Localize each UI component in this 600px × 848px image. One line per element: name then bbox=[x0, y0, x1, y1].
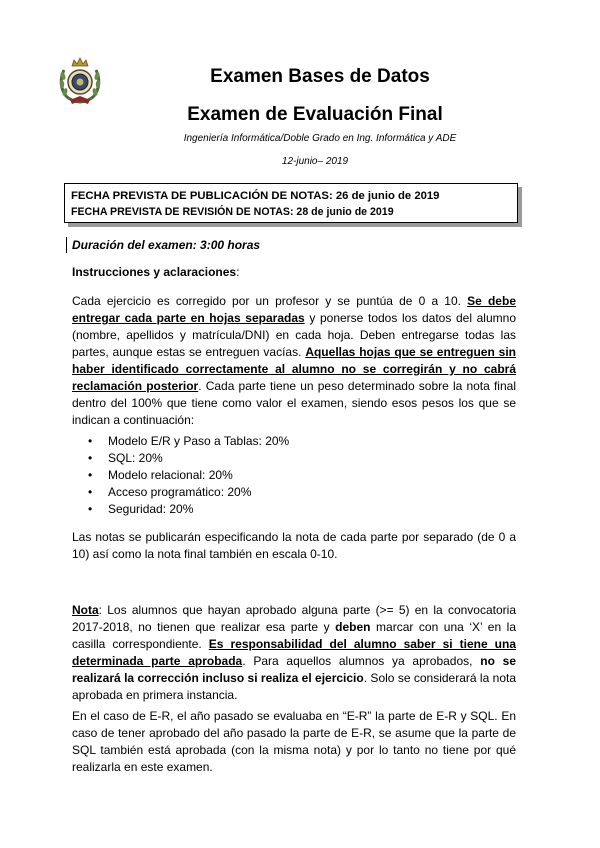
revision-date: FECHA PREVISTA DE REVISIÓN DE NOTAS: 28 de junio de 2019 bbox=[71, 206, 394, 218]
degree-text: Ingeniería Informática/Doble Grado en Ing. Informática y ADE bbox=[183, 133, 457, 144]
emphasis-text: Es responsabilidad del alumno saber si tiene una determinada parte aprobada bbox=[72, 637, 516, 668]
weights-list bbox=[88, 433, 289, 518]
grades-paragraph: Las notas se publicarán especificando la nota de cada parte por separado (de 0 a 10) así como la nota final también en escala 0-10. bbox=[72, 530, 516, 561]
list-item: • Modelo relacional: 20% bbox=[88, 467, 289, 484]
note-paragraph bbox=[72, 602, 516, 704]
exam-subtitle-title: Examen de Evaluación Final bbox=[187, 104, 443, 125]
er-paragraph: En el caso de E-R, el año pasado se evaluaba en “E-R” la parte de E-R y SQL. En caso de tener aprobado del año pasado la parte de E-R, se asume que la parte de SQL también está aprobada (con la misma nota) y por lo tanto no tiene por qué realizarla en este examen. bbox=[72, 709, 516, 774]
emphasis-text: Aquellas hojas que se entreguen sin haber identificado correctamente al alumno no se corregirán y no cabrá reclamación posterior bbox=[72, 345, 516, 393]
text-span: y ponerse todos los datos del alumno (nombre, apellidos y matrícula/DNI) en cada hoja. Deben entregarse todas las partes, aunque estas se entreguen vacías. bbox=[72, 311, 516, 359]
instructions-heading-text: Instrucciones y aclaraciones bbox=[72, 265, 237, 279]
emphasis-text: Se debe entregar cada parte en hojas separadas bbox=[72, 294, 516, 325]
text-span: marcar con una ‘X’ en la casilla correspondiente. bbox=[72, 620, 516, 651]
university-crest-icon bbox=[58, 56, 102, 106]
note-label: Nota bbox=[72, 603, 99, 617]
list-item: • SQL: 20% bbox=[88, 450, 289, 467]
emphasis-text: deben bbox=[335, 620, 371, 634]
instructions-paragraph bbox=[72, 293, 516, 429]
dates-box bbox=[64, 183, 518, 223]
list-item: • Modelo E/R y Paso a Tablas: 20% bbox=[88, 433, 289, 450]
exam-duration: Duración del examen: 3:00 horas bbox=[66, 237, 260, 253]
exam-title: Examen Bases de Datos bbox=[210, 66, 430, 87]
publication-date: FECHA PREVISTA DE PUBLICACIÓN DE NOTAS: 26 de junio de 2019 bbox=[71, 190, 440, 202]
exam-date: 12-junio– 2019 bbox=[281, 156, 349, 167]
text-span: Cada ejercicio es corregido por un profesor y se puntúa de 0 a 10. bbox=[72, 294, 468, 308]
instructions-heading bbox=[72, 265, 239, 279]
list-item: • Seguridad: 20% bbox=[88, 501, 289, 518]
emphasis-text: no se realizará la corrección incluso si realiza el ejercicio bbox=[72, 654, 516, 685]
text-span: . Solo se considerará la nota aprobada en primera instancia. bbox=[72, 671, 516, 702]
list-item: • Acceso programático: 20% bbox=[88, 484, 289, 501]
text-span: . Cada parte tiene un peso determinado sobre la nota final dentro del 100% que tiene como valor el examen, siendo esos pesos los que se indican a continuación: bbox=[72, 379, 516, 427]
instructions-colon: : bbox=[236, 265, 240, 279]
text-span: . Para aquellos alumnos ya aprobados, bbox=[242, 654, 481, 668]
text-span: : Los alumnos que hayan aprobado alguna parte (>= 5) en la convocatoria 2017-2018, no tienen que realizar esa parte y bbox=[72, 603, 516, 634]
